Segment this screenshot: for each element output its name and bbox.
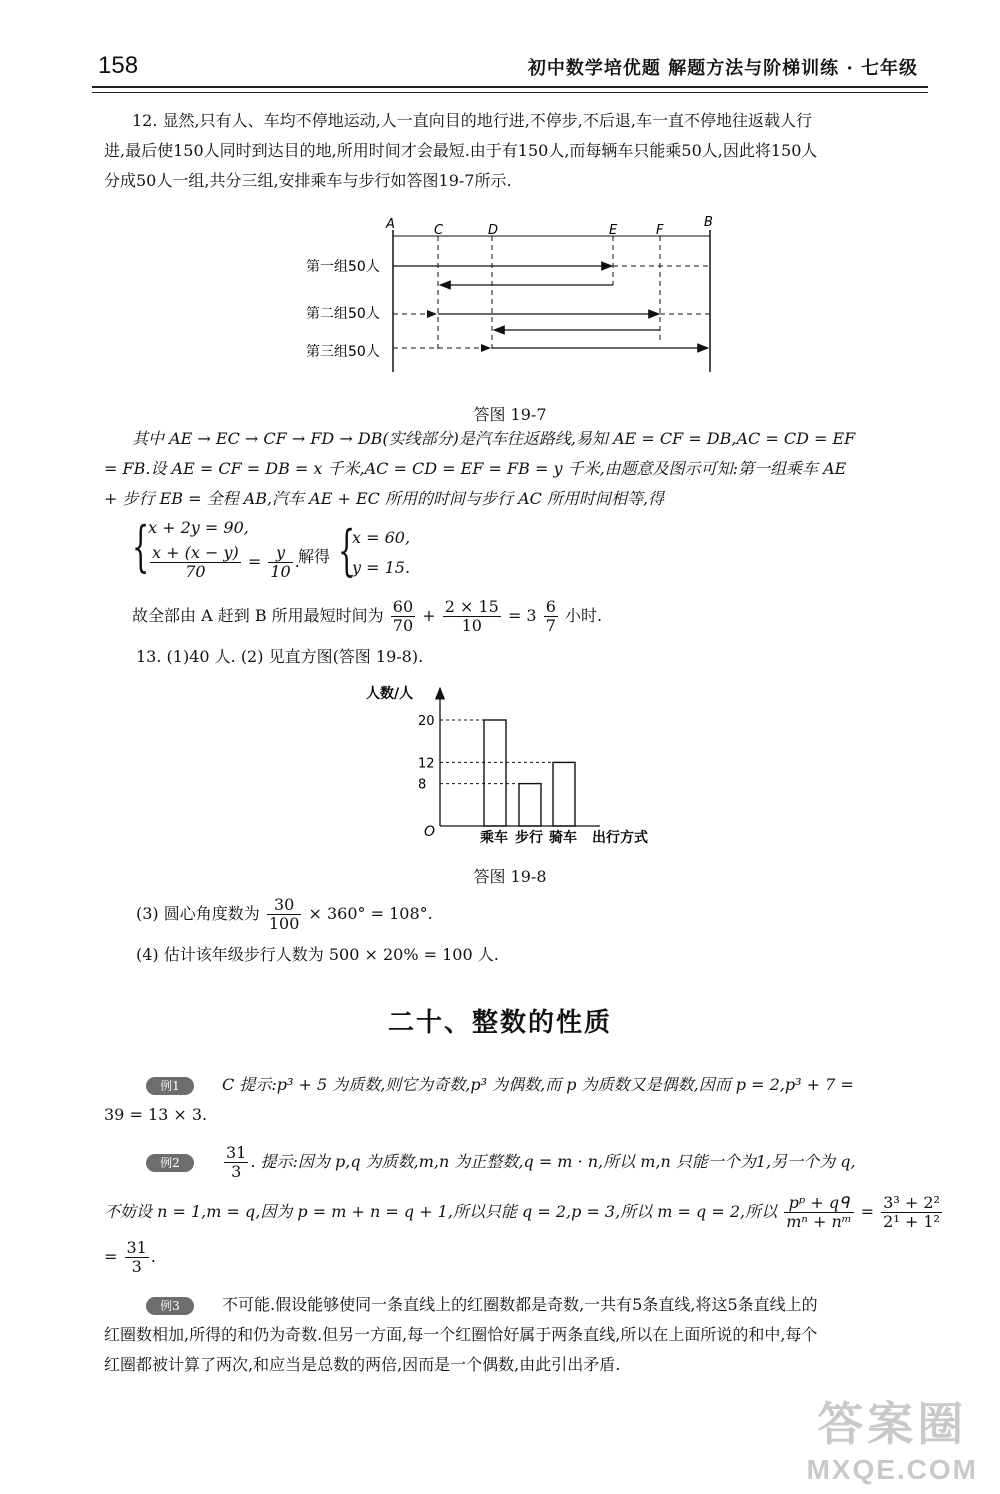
- period: .: [150, 1247, 156, 1266]
- f3-num: 6: [545, 597, 556, 616]
- page-number: 158: [98, 52, 139, 79]
- example-2-tag: 例2: [146, 1154, 194, 1172]
- example-1-tag: 例1: [146, 1077, 194, 1095]
- result-fraction: [125, 1239, 149, 1276]
- label-e: E: [609, 223, 618, 238]
- eq2-den: 70: [185, 562, 206, 581]
- y-tick-8: 8: [418, 777, 427, 793]
- f1-den2: mⁿ + nᵐ: [786, 1212, 852, 1231]
- q13-part4: (4) 估计该年级步行人数为 500 × 20% = 100 人.: [136, 945, 499, 964]
- solution-1: x = 60,: [352, 528, 411, 547]
- equals-sign-2: =: [104, 1247, 118, 1266]
- watermark-bottom: MXQE.COM: [806, 1454, 978, 1485]
- answer-fraction: [224, 1144, 248, 1181]
- example-3-line1: 不可能.假设能够使同一条直线上的红圈数都是奇数,一共有5条直线,将这5条直线上的: [222, 1295, 818, 1314]
- bar-步行: [519, 784, 541, 826]
- label-b: B: [704, 215, 713, 230]
- equals-sign: =: [860, 1202, 875, 1221]
- q12-text: [104, 106, 924, 196]
- example-3-line2: 红圈数相加,所得的和仍为奇数.但另一方面,每一个红圈恰好属于两条直线,所以在上面所说的和中,每个: [104, 1325, 818, 1344]
- label-a: A: [386, 217, 395, 232]
- ans-den: 3: [231, 1162, 242, 1181]
- running-head: 初中数学培优题 解题方法与阶梯训练 · 七年级: [527, 58, 918, 79]
- plus-sign: +: [422, 606, 436, 625]
- eq2-rnum: y: [268, 544, 292, 563]
- example-2: [104, 1144, 944, 1276]
- eq2-rden: 10: [270, 562, 291, 581]
- equals-whole: = 3: [507, 606, 537, 625]
- q13-part3: [136, 896, 433, 933]
- group2-label: 第二组50人: [306, 306, 380, 322]
- q12b-line1: 其中 AE → EC → CF → FD → DB(实线部分)是汽车往返路线,易知 AE = CF = DB,AC = CD = EF: [132, 429, 856, 448]
- header-rule-thin: [92, 92, 928, 93]
- group1-label: 第一组50人: [306, 259, 380, 275]
- solve-label: 解得: [298, 547, 331, 566]
- solution-2: y = 15.: [352, 558, 411, 577]
- f2-den: 10: [461, 616, 482, 635]
- fraction-60-70: [391, 598, 415, 635]
- example-3-tag: 例3: [146, 1297, 194, 1315]
- example-3-line3: 红圈都被计算了两次,和应当是总数的两倍,因而是一个偶数,由此引出矛盾.: [104, 1355, 621, 1374]
- ans-num: 31: [226, 1143, 247, 1162]
- fraction-2x15-10: [443, 598, 501, 635]
- y-axis-label: 人数/人: [366, 686, 414, 702]
- label-d: D: [488, 223, 499, 238]
- histogram: [360, 674, 680, 854]
- equation-1: x + 2y = 90,: [148, 518, 249, 537]
- fraction-30-100: [267, 896, 302, 933]
- label-c: C: [434, 223, 444, 238]
- q12b-line2: = FB.设 AE = CF = DB = x 千米,AC = CD = EF = FB = y 千米,由题意及图示可知:第一组乘车 AE: [104, 459, 847, 478]
- f1-num: 60: [392, 597, 414, 616]
- eq2-num: x + (x − y): [152, 543, 239, 562]
- conclusion-text: 故全部由 A 赶到 B 所用最短时间为: [132, 606, 384, 625]
- q12-line3: 分成50人一组,共分三组,安排乘车与步行如答图19-7所示.: [104, 171, 512, 190]
- f3-num2: 31: [126, 1238, 147, 1257]
- route-diagram: [290, 210, 730, 380]
- section-title: 二十、整数的性质: [387, 1008, 612, 1038]
- numeric-fraction: [881, 1194, 942, 1231]
- y-tick-12: 12: [418, 756, 435, 772]
- eq2-right-fraction: [268, 544, 292, 581]
- category-label-1: 步行: [515, 830, 543, 846]
- category-label-2: 骑车: [549, 830, 577, 846]
- power-fraction: [784, 1194, 853, 1231]
- q12-conclusion: [132, 598, 602, 635]
- f1-den: 70: [392, 616, 414, 635]
- category-label-0: 乘车: [480, 830, 508, 846]
- example-2-line1: . 提示:因为 p,q 为质数,m,n 为正整数,q = m · n,所以 m,n 只能一个为1,另一个为 q,: [250, 1152, 856, 1171]
- l3-num: 30: [267, 896, 302, 915]
- example-3: [104, 1290, 934, 1380]
- bar-骑车: [553, 762, 575, 826]
- example-2-line2: 不妨设 n = 1,m = q,因为 p = m + n = q + 1,所以只能 q = 2,p = 3,所以 m = q = 2,所以: [104, 1202, 778, 1221]
- example-1-line1: C 提示:p³ + 5 为质数,则它为奇数,p³ 为偶数,而 p 为质数又是偶数,因而 p = 2,p³ + 7 =: [222, 1075, 854, 1094]
- fraction-6-7: [544, 598, 558, 635]
- watermark-top: 答案圈: [817, 1398, 968, 1450]
- equation-2: [148, 544, 300, 581]
- part3-text: (3) 圆心角度数为: [136, 904, 260, 923]
- l3-den: 100: [268, 914, 300, 933]
- watermark: [806, 1388, 978, 1486]
- group3-label: 第三组50人: [306, 344, 380, 360]
- example-1: [104, 1070, 934, 1130]
- example-1-line2: 39 = 13 × 3.: [104, 1105, 208, 1124]
- part3-result: × 360° = 108°.: [308, 904, 433, 923]
- left-brace: {: [132, 515, 150, 578]
- eq2-end: .: [294, 552, 300, 571]
- f3-den2: 3: [131, 1257, 142, 1276]
- eq2-fraction: [150, 544, 241, 581]
- label-f: F: [656, 223, 664, 238]
- f3-den: 7: [545, 616, 556, 635]
- q12-line1: 12. 显然,只有人、车均不停地运动,人一直向目的地行进,不停步,不后退,车一直不停地往返载人行: [132, 111, 812, 130]
- x-axis-label: 出行方式: [592, 830, 648, 846]
- f1-num2: pᵖ + qᑫ: [784, 1194, 853, 1213]
- bar-乘车: [484, 720, 506, 826]
- q12-line2: 进,最后使150人同时到达目的地,所用时间才会最短.由于有150人,而每辆车只能乘50人,因此将150人: [104, 141, 818, 160]
- figure-caption-19-7: 答图 19-7: [473, 405, 547, 424]
- solution-brace: {: [338, 519, 356, 582]
- q13-line1: 13. (1)40 人. (2) 见直方图(答图 19-8).: [136, 647, 424, 666]
- header-rule: [92, 86, 928, 88]
- figure-caption-19-8: 答图 19-8: [473, 867, 547, 886]
- q12b-line3: + 步行 EB = 全程 AB,汽车 AE + EC 所用的时间与步行 AC 所用时间相等,得: [104, 489, 665, 508]
- f2-num: 2 × 15: [444, 597, 499, 616]
- conclusion-unit: 小时.: [564, 606, 603, 625]
- f2-num2: 3³ + 2²: [883, 1193, 940, 1212]
- f2-den2: 2¹ + 1²: [883, 1212, 940, 1231]
- q12-explanation: [104, 424, 934, 514]
- y-tick-20: 20: [418, 714, 435, 729]
- origin-label: O: [424, 824, 436, 840]
- eq2-equals: =: [247, 552, 262, 571]
